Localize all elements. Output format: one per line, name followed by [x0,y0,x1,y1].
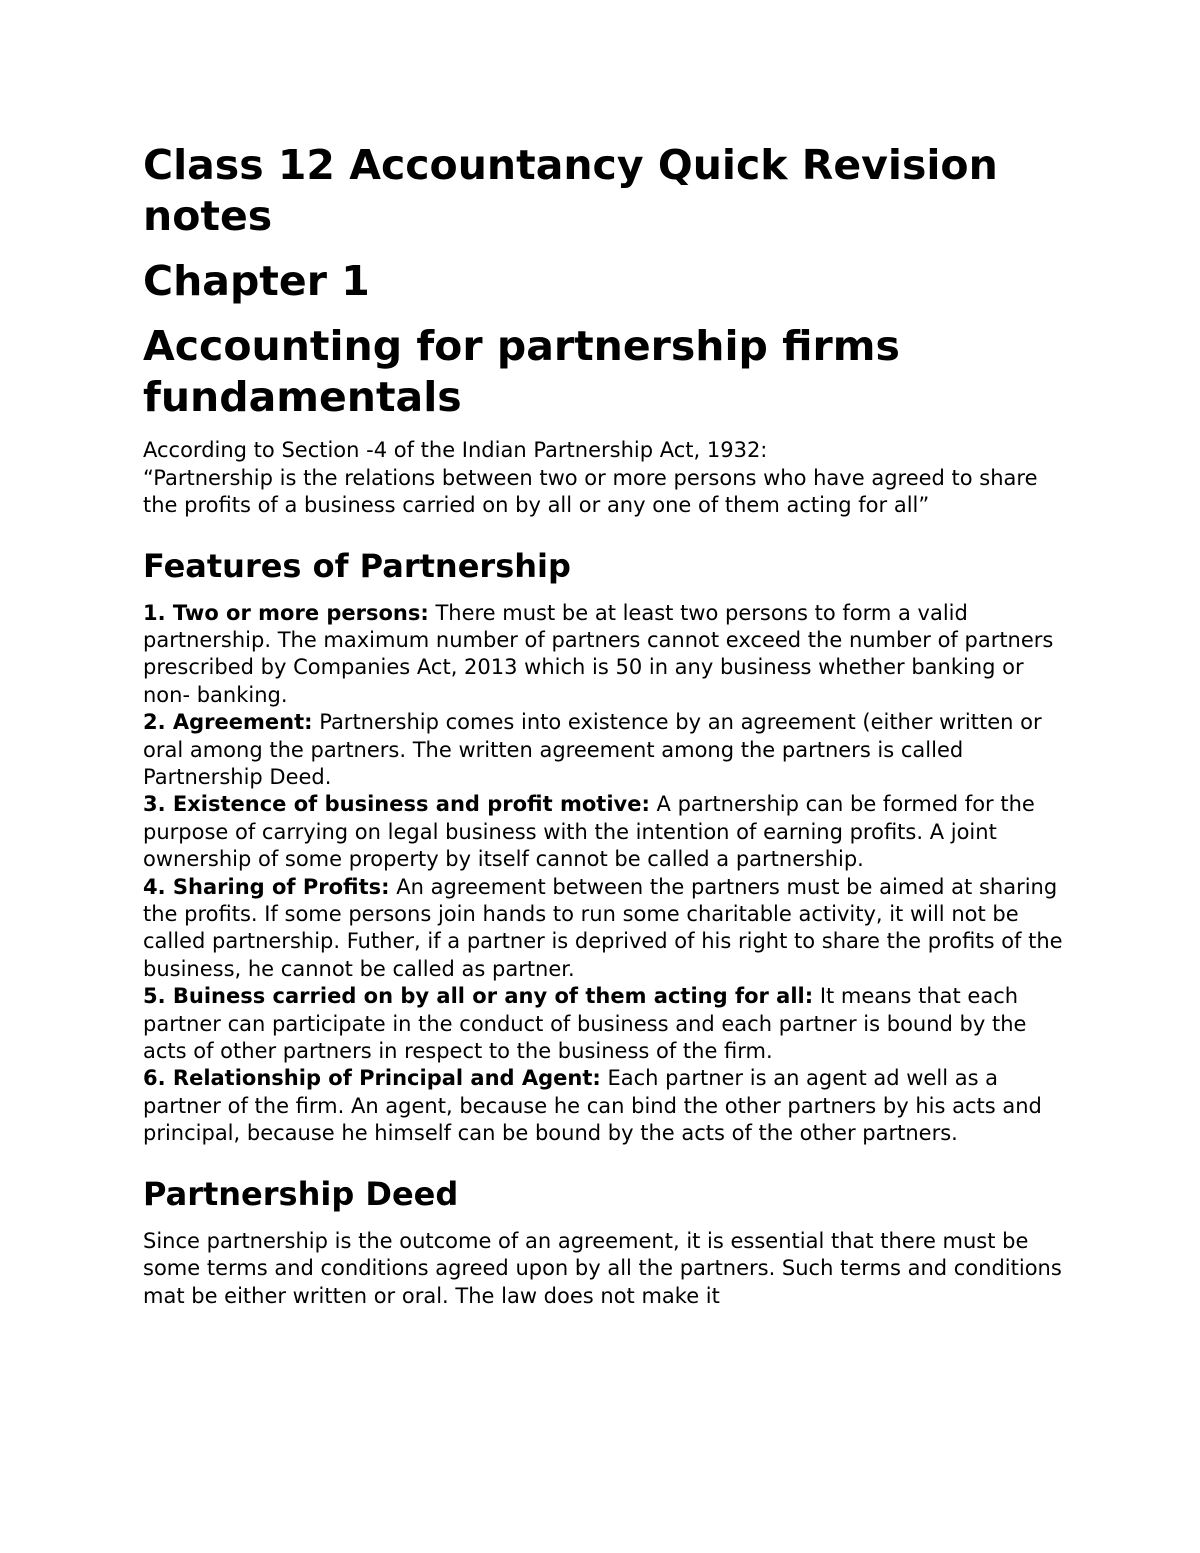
feature-item [143,791,1073,873]
feature-text: It means that each partner can participate in the conduct of business and each partner is bound by the acts of other partners in respect to the business of the firm. [143,984,1027,1063]
feature-lead: 1. Two or more persons: [143,600,429,625]
feature-lead: 4. Sharing of Profits: [143,874,390,899]
feature-text: An agreement between the partners must be aimed at sharing the profits. If some persons join hands to run some charitable activity, it will not be called partnership. Futher, if a partner is deprived of his right to share the profits of the business, he cannot be called as partner. [143,874,1063,981]
feature-item [143,1065,1073,1147]
intro-reference: According to Section -4 of the Indian Partnership Act, 1932: [143,438,768,462]
deed-heading: Partnership Deed [143,1174,459,1213]
features-heading: Features of Partnership [143,546,571,585]
feature-item [143,874,1073,984]
feature-item [143,709,1073,791]
chapter-label: Chapter 1 [143,257,370,305]
intro-block [143,437,1073,520]
feature-text: A partnership can be formed for the purpose of carrying on legal business with the intention of earning profits. A joint ownership of some property by itself cannot be called a partnership. [143,792,1035,872]
feature-lead: 6. Relationship of Principal and Agent: [143,1066,601,1091]
document-title: Class 12 Accountancy Quick Revision notes [143,141,998,240]
deed-paragraph: Since partnership is the outcome of an agreement, it is essential that there must be some terms and conditions agreed upon by all the partners. Such terms and conditions mat be either written or oral. The law does not make it [143,1228,1062,1308]
chapter-title: Accounting for partnership firms fundamentals [143,322,900,421]
feature-lead: 5. Buiness carried on by all or any of them acting for all: [143,984,814,1009]
features-list [143,600,1073,1148]
document-page [143,140,1073,1310]
feature-lead: 2. Agreement: [143,710,313,735]
feature-lead: 3. Existence of business and profit motive: [143,792,650,817]
feature-text: Partnership comes into existence by an agreement (either written or oral among the partners. The written agreement among the partners is called Partnership Deed. [143,710,1042,789]
intro-definition-quote: “Partnership is the relations between two or more persons who have agreed to share the profits of a business carried on by all or any one of them acting for all” [143,465,1038,517]
feature-text: There must be at least two persons to form a valid partnership. The maximum number of partners cannot exceed the number of partners prescribed by Companies Act, 2013 which is 50 in any business whether banking or non- banking. [143,600,1054,707]
feature-item [143,983,1073,1065]
feature-text: Each partner is an agent ad well as a partner of the firm. An agent, because he can bind the other partners by his acts and principal, because he himself can be bound by the acts of the other partners. [143,1066,1042,1146]
feature-item [143,600,1073,710]
